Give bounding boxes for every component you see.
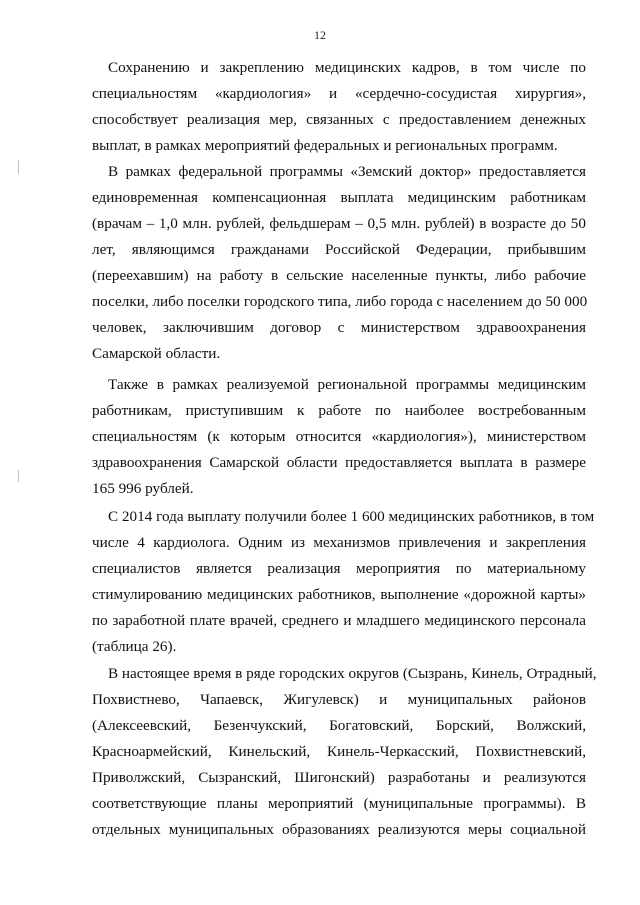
- text-line: стимулированию медицинских работников, выполнение «дорожной карты»: [92, 586, 586, 603]
- text-line: поселки, либо поселки городского типа, либо города с населением до 50 000: [92, 293, 588, 310]
- text-line: (переехавшим) на работу в сельские населенные пункты, либо рабочие: [92, 267, 586, 284]
- text-line: специалистов является реализация мероприятия по материальному: [92, 560, 586, 577]
- text-line: соответствующие планы мероприятий (муниципальные программы). В: [92, 795, 586, 812]
- text-line: Красноармейский, Кинельский, Кинель-Черкасский, Похвистневский,: [92, 743, 586, 760]
- text-line: (таблица 26).: [92, 638, 177, 655]
- text-line: Приволжский, Сызранский, Шигонский) разработаны и реализуются: [92, 769, 586, 786]
- text-line: по заработной плате врачей, среднего и младшего медицинского персонала: [92, 612, 586, 629]
- text-line: 165 996 рублей.: [92, 480, 194, 497]
- text-line: специальностям «кардиология» и «сердечно-сосудистая хирургия»,: [92, 85, 586, 102]
- text-line: В рамках федеральной программы «Земский доктор» предоставляется: [108, 163, 586, 180]
- text-line: единовременная компенсационная выплата медицинским работникам: [92, 189, 586, 206]
- text-line: выплат, в рамках мероприятий федеральных и региональных программ.: [92, 137, 558, 154]
- text-line: В настоящее время в ряде городских округов (Сызрань, Кинель, Отрадный,: [108, 665, 597, 682]
- text-line: (Алексеевский, Безенчукский, Богатовский, Борский, Волжский,: [92, 717, 586, 734]
- text-line: способствует реализация мер, связанных с предоставлением денежных: [92, 111, 586, 128]
- text-line: отдельных муниципальных образованиях реализуются меры социальной: [92, 821, 586, 838]
- left-margin-mark: [18, 160, 19, 174]
- text-line: работникам, приступившим к работе по наиболее востребованным: [92, 402, 586, 419]
- left-margin-mark-lower: [18, 470, 19, 482]
- text-line: числе 4 кардиолога. Одним из механизмов привлечения и закрепления: [92, 534, 586, 551]
- text-line: Сохранению и закреплению медицинских кадров, в том числе по: [108, 59, 586, 76]
- text-line: здравоохранения Самарской области предоставляется выплата в размере: [92, 454, 586, 471]
- text-line: Также в рамках реализуемой региональной программы медицинским: [108, 376, 586, 393]
- text-line: человек, заключившим договор с министерством здравоохранения: [92, 319, 586, 336]
- page-number: 12: [314, 28, 326, 42]
- text-line: С 2014 года выплату получили более 1 600 медицинских работников, в том: [108, 508, 595, 525]
- text-line: специальностям (к которым относится «кардиология»), министерством: [92, 428, 586, 445]
- text-line: (врачам – 1,0 млн. рублей, фельдшерам – 0,5 млн. рублей) в возрасте до 50: [92, 215, 586, 232]
- text-line: лет, являющимся гражданами Российской Федерации, прибывшим: [92, 241, 586, 258]
- text-line: Похвистнево, Чапаевск, Жигулевск) и муниципальных районов: [92, 691, 586, 708]
- text-line: Самарской области.: [92, 345, 221, 362]
